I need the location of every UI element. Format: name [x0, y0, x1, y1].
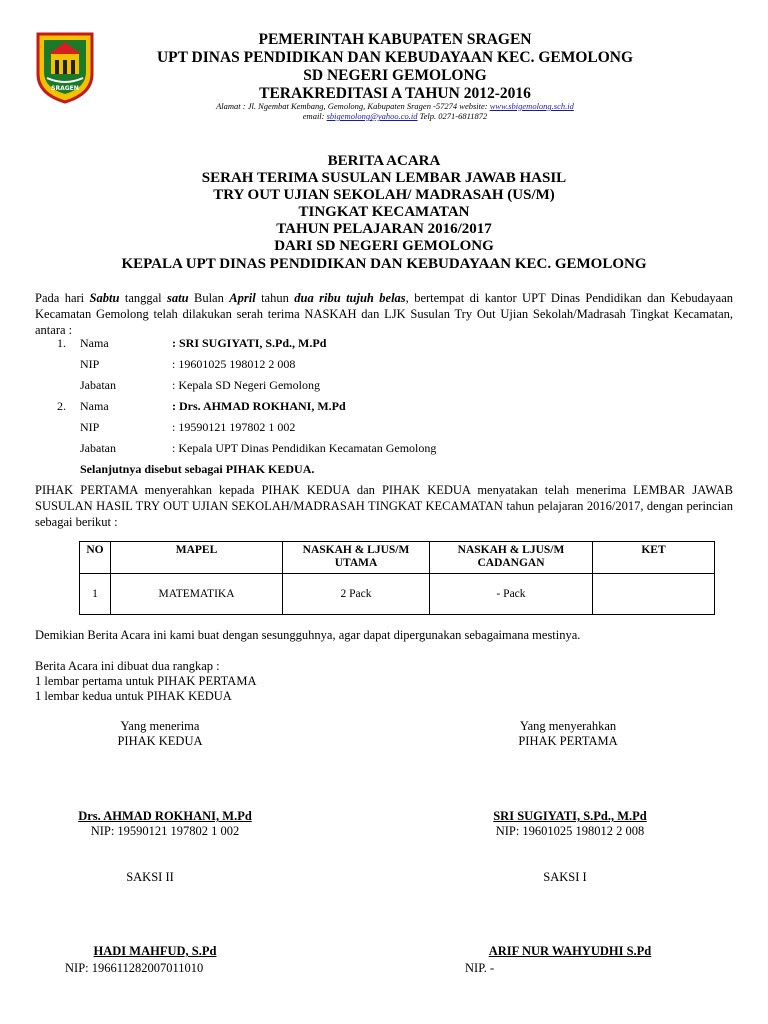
header-accreditation: TERAKREDITASI A TAHUN 2012-2016 — [259, 85, 531, 102]
intro-paragraph — [35, 290, 733, 338]
header-address — [95, 101, 695, 111]
email-label: email: — [302, 111, 327, 121]
doc-subtitle-3: TINGKAT KECAMATAN — [298, 204, 470, 220]
party-1-number: 1. — [57, 336, 66, 350]
address-text: Alamat : Jl. Ngembat Kembang, Gemolong, Kabupaten Sragen -57274 — [216, 101, 460, 111]
logo-text: SRAGEN — [51, 85, 79, 92]
header-school: SD NEGERI GEMOLONG — [303, 67, 487, 84]
col-subject: MAPEL — [111, 542, 283, 574]
intro-month: April — [229, 291, 256, 305]
intro-year: dua ribu tujuh belas — [294, 291, 406, 305]
witness-1-label: SAKSI I — [543, 870, 587, 884]
party-1-nip-label: NIP — [80, 357, 100, 371]
giver-name: SRI SUGIYATI, S.Pd., M.Pd — [493, 809, 647, 823]
col-notes: KET — [593, 542, 715, 574]
party-1-nip: : 19601025 198012 2 008 — [172, 357, 296, 371]
doc-subtitle-5: DARI SD NEGERI GEMOLONG — [274, 238, 494, 254]
copies-intro: Berita Acara ini dibuat dua rangkap : — [35, 659, 220, 673]
receiver-name: Drs. AHMAD ROKHANI, M.Pd — [78, 809, 252, 823]
receiver-role-line2: PIHAK KEDUA — [117, 734, 203, 748]
phone-text: Telp. 0271-6811872 — [417, 111, 488, 121]
intro-day: Sabtu — [89, 291, 120, 305]
cell-no: 1 — [80, 574, 111, 615]
cell-notes — [593, 574, 715, 615]
giver-role — [468, 719, 668, 749]
receiver-role-line1: Yang menerima — [120, 719, 200, 733]
intro-text: tahun — [255, 291, 295, 305]
witness-2-label: SAKSI II — [126, 870, 174, 884]
table-row — [80, 574, 715, 615]
party-2-name-label: Nama — [80, 399, 109, 413]
doc-subtitle-4: TAHUN PELAJARAN 2016/2017 — [276, 221, 492, 237]
giver-role-line1: Yang menyerahkan — [519, 719, 617, 733]
receiver-nip: NIP: 19590121 197802 1 002 — [90, 824, 240, 838]
col-backup-package: NASKAH & LJUS/M CADANGAN — [430, 542, 593, 574]
col-no: NO — [80, 542, 111, 574]
witness-2-name: HADI MAHFUD, S.Pd — [93, 944, 217, 958]
party-1-position-label: Jabatan — [80, 378, 116, 392]
giver-signature — [445, 809, 695, 839]
giver-nip: NIP: 19601025 198012 2 008 — [495, 824, 645, 838]
party-1-position: : Kepala SD Negeri Gemolong — [172, 378, 320, 392]
table-header-row — [80, 542, 715, 574]
witness-1-name: ARIF NUR WAHYUDHI S.Pd — [488, 944, 652, 958]
party-1-name: : SRI SUGIYATI, S.Pd., M.Pd — [172, 336, 327, 350]
party-2-name: : Drs. AHMAD ROKHANI, M.Pd — [172, 399, 346, 413]
cell-backup-package: - Pack — [430, 574, 593, 615]
email-link[interactable]: sbigemolong@yahoo.co.id — [326, 111, 418, 121]
statement-paragraph: PIHAK PERTAMA menyerahkan kepada PIHAK KEDUA dan PIHAK KEDUA menyatakan telah menerima LEMBAR JAWAB SUSULAN HASIL TRY OUT UJIAN SEKOLAH/MADRASAH TINGKAT KECAMATAN tahun pelajaran 2016/2017, dengan perincian sebagai berikut : — [35, 483, 733, 529]
doc-title: BERITA ACARA — [327, 153, 441, 169]
party-2-number: 2. — [57, 399, 66, 413]
witness-1-signature — [445, 944, 695, 959]
receiver-role — [60, 719, 260, 749]
header-office: UPT DINAS PENDIDIKAN DAN KEBUDAYAAN KEC. GEMOLONG — [156, 49, 634, 66]
witness-1-nip: NIP. - — [465, 961, 495, 975]
party-2-position: : Kepala UPT Dinas Pendidikan Kecamatan Gemolong — [172, 441, 437, 455]
doc-subtitle-1: SERAH TERIMA SUSULAN LEMBAR JAWAB HASIL — [201, 170, 567, 186]
closing-statement: Demikian Berita Acara ini kami buat dengan sesungguhnya, agar dapat dipergunakan sebagaimana mestinya. — [35, 628, 581, 642]
doc-subtitle-2: TRY OUT UJIAN SEKOLAH/ MADRASAH (US/M) — [213, 187, 555, 203]
website-label: website: — [459, 101, 490, 111]
header-government: PEMERINTAH KABUPATEN SRAGEN — [258, 31, 532, 48]
regency-logo — [35, 32, 95, 104]
intro-text: , bertempat di kantor UPT Dinas Pendidikan dan Kebudayaan Kecamatan Gemolong telah dilakukan serah terima NASKAH dan LJK Susulan Try Out Ujian Sekolah/Madrasah Tingkat Kecamatan, antara : — [35, 291, 733, 337]
website-link[interactable]: www.sbigemolong.sch.id — [489, 101, 574, 111]
copies-second: 1 lembar kedua untuk PIHAK KEDUA — [35, 689, 232, 703]
header-contact — [95, 111, 695, 121]
intro-text: Bulan — [188, 291, 230, 305]
party-2-position-label: Jabatan — [80, 441, 116, 455]
witness-2-signature — [40, 944, 270, 959]
party-2-nip-label: NIP — [80, 420, 100, 434]
copies-first: 1 lembar pertama untuk PIHAK PERTAMA — [35, 674, 257, 688]
cell-subject: MATEMATIKA — [111, 574, 283, 615]
col-main-package: NASKAH & LJUS/M UTAMA — [283, 542, 430, 574]
party-1-name-label: Nama — [80, 336, 109, 350]
cell-main-package: 2 Pack — [283, 574, 430, 615]
intro-text: Pada hari — [35, 291, 90, 305]
party-2-nip: : 19590121 197802 1 002 — [172, 420, 296, 434]
party-2-designation: Selanjutnya disebut sebagai PIHAK KEDUA. — [80, 462, 315, 476]
giver-role-line2: PIHAK PERTAMA — [518, 734, 618, 748]
details-table — [79, 541, 715, 615]
witness-2-nip: NIP: 196611282007011010 — [65, 961, 204, 975]
receiver-signature — [40, 809, 290, 839]
doc-subtitle-6: KEPALA UPT DINAS PENDIDIKAN DAN KEBUDAYAAN KEC. GEMOLONG — [121, 256, 647, 272]
intro-text: tanggal — [119, 291, 168, 305]
intro-date: satu — [167, 291, 189, 305]
